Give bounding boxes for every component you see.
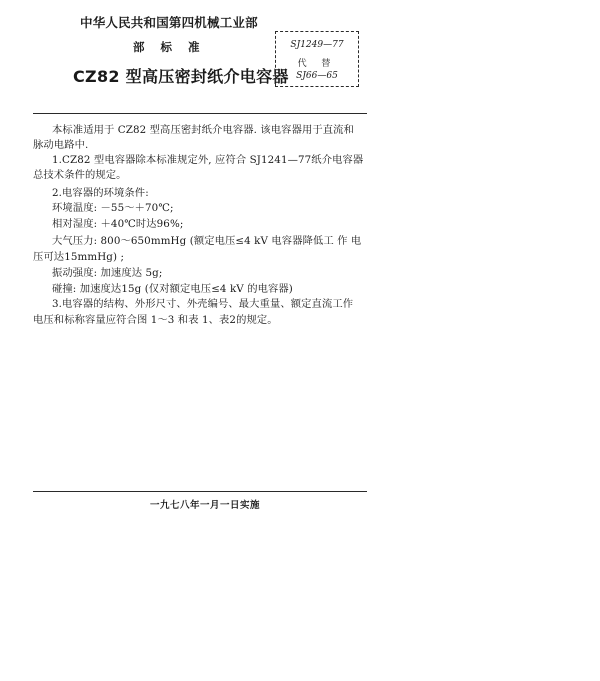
ministry-name: 中华人民共和国第四机械工业部 (80, 15, 258, 30)
footer-divider (33, 491, 367, 492)
atmospheric-pressure-line-2: 压可达15mmHg) ; (33, 251, 125, 263)
clause-1-line-2: 总技术条件的规定。 (33, 169, 127, 181)
atmospheric-pressure-line-1: 大气压力: 800～650mmHg (额定电压≤4 kV 电容器降低工 作 电 (52, 235, 362, 247)
clause-3-line-2: 电压和标称容量应符合图 1～3 和表 1、表2的规定。 (33, 314, 278, 326)
intro-paragraph-line-2: 脉动电路中. (33, 139, 89, 151)
clause-2-heading: 2.电容器的环境条件: (52, 187, 149, 199)
standard-number: SJ1249—77 (290, 40, 344, 50)
vibration-strength: 振动强度: 加速度达 5g; (52, 267, 163, 279)
replaced-standard-number: SJ66—65 (296, 71, 338, 81)
standard-code-box (275, 31, 359, 87)
clause-3-line-1: 3.电容器的结构、外形尺寸、外壳编号、最大重量、额定直流工作 (52, 298, 354, 310)
effective-date: 一九七八年一月一日实施 (150, 500, 261, 511)
header-divider (33, 113, 367, 114)
standard-level: 部 标 准 (133, 40, 202, 54)
clause-1-line-1: 1.CZ82 型电容器除本标准规定外, 应符合 SJ1241—77纸介电容器 (52, 154, 364, 166)
ambient-temperature: 环境温度: －55～＋70℃; (52, 202, 174, 214)
replaces-label: 代 替 (297, 59, 337, 69)
intro-paragraph-line-1: 本标准适用于 CZ82 型高压密封纸介电容器. 该电容器用于直流和 (52, 124, 354, 136)
shock-requirement: 碰撞: 加速度达15g (仅对额定电压≤4 kV 的电容器) (52, 283, 293, 295)
document-title: CZ82 型高压密封纸介电容器 (73, 67, 289, 86)
relative-humidity: 相对湿度: ＋40℃时达96%; (52, 218, 184, 230)
